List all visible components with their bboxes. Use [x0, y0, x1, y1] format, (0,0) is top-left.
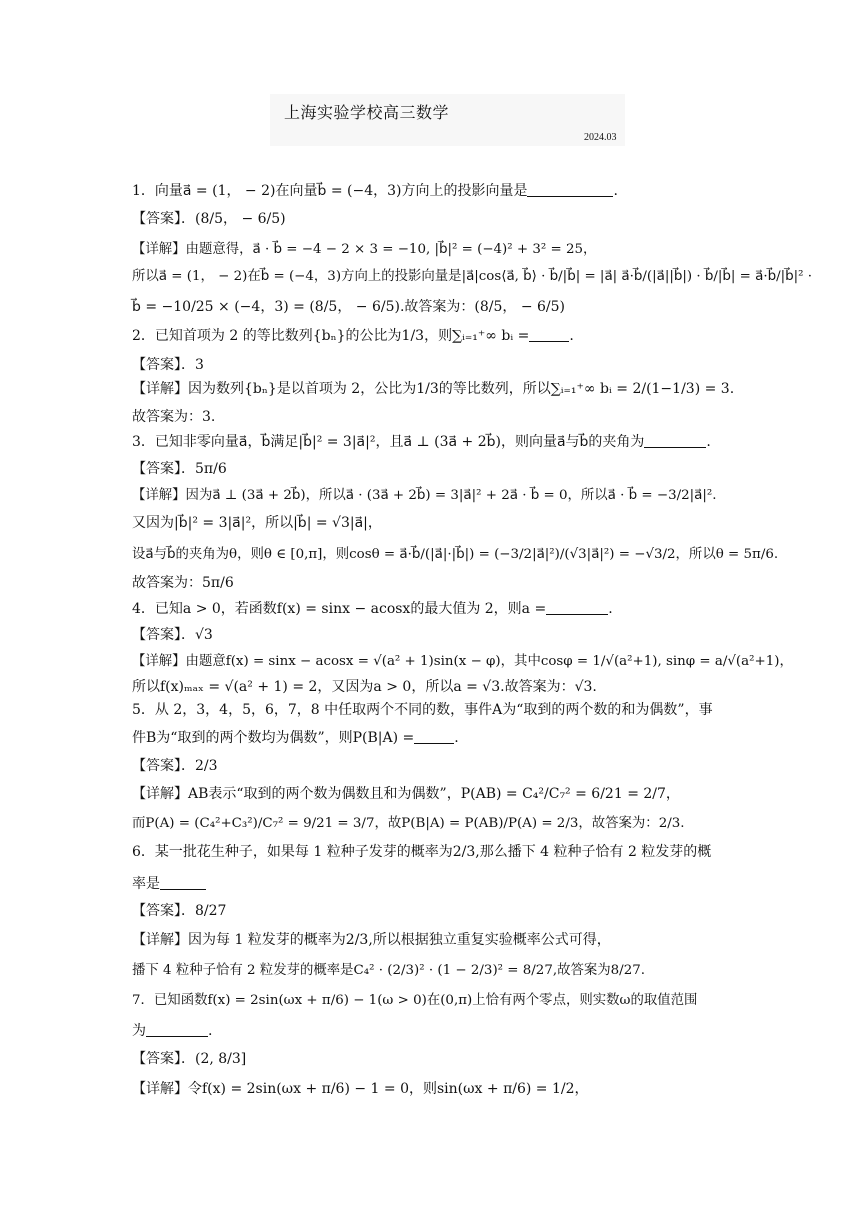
line-text: 故答案为：3. — [132, 409, 216, 425]
line-text: 【详解】由题意得，a⃗ · b⃗ = −4 − 2 × 3 = −10, |b⃗|² = (−4)² + 3² = 25， — [132, 242, 597, 257]
line-text: 所以a⃗ = (1， − 2)在b⃗ = (−4，3)方向上的投影向量是|a⃗|cos⟨a⃗, b⃗⟩ · b⃗/|b⃗| = |a⃗| a⃗·b⃗/(|a⃗||b⃗|) · b⃗/|b⃗| = a⃗·b⃗/|b⃗|² · — [132, 269, 813, 284]
line-tail: . — [569, 328, 574, 344]
line-text: 【答案】．8/27 — [132, 903, 227, 919]
line-text: 【详解】由题意f(x) = sinx − acosx = √(a² + 1)sin(x − φ)，其中cosφ = 1/√(a²+1), sinφ = a/√(a²+1)， — [132, 654, 793, 669]
line-text: 2．已知首项为 2 的等比数列{bₙ}的公比为1/3，则∑ᵢ₌₁⁺∞ bᵢ = — [132, 328, 530, 344]
text-line — [132, 546, 779, 564]
line-text: 所以f(x)ₘₐₓ = √(a² + 1) = 2，又因为a > 0，所以a = √3.故答案为：√3. — [132, 679, 597, 695]
answer-blank — [546, 600, 608, 615]
text-line — [132, 992, 732, 1010]
line-text: 而P(A) = (C₄²+C₃²)/C₇² = 9/21 = 3/7，故P(B|A) = P(AB)/P(A) = 2/3，故答案为：2/3. — [132, 816, 685, 831]
text-line — [132, 701, 732, 719]
line-text: 5．从 2，3，4，5，6，7，8 中任取两个不同的数，事件A为“取到的两个数的和为偶数”，事 — [132, 702, 713, 718]
line-text: 【答案】．(2, 8/3] — [132, 1051, 247, 1067]
line-text: 【详解】AB表示“取到的两个数为偶数且和为偶数”，P(AB) = C₄²/C₇² = 6/21 = 2/7， — [132, 786, 680, 802]
line-text: 又因为|b⃗|² = 3|a⃗|²，所以|b⃗| = √3|a⃗|， — [132, 515, 382, 531]
answer-blank — [529, 327, 569, 342]
line-text: 设a⃗与b⃗的夹角为θ，则θ ∈ [0,π]，则cosθ = a⃗·b⃗/(|a⃗|·|b⃗|) = (−3/2|a⃗|²)/(√3|a⃗|²) = −√3/2，所以θ = 5π/6. — [132, 547, 779, 562]
line-text: 【答案】．(8/5， − 6/5) — [132, 211, 286, 227]
line-text: 【详解】因为每 1 粒发芽的概率为2/3,所以根据独立重复实验概率公式可得， — [132, 932, 611, 948]
line-text: 【答案】．3 — [132, 357, 204, 373]
text-line — [132, 433, 732, 451]
text-line — [132, 1050, 732, 1068]
text-line — [132, 574, 732, 592]
line-text: 【答案】．2/3 — [132, 758, 218, 774]
text-line — [132, 241, 732, 259]
line-tail: . — [706, 434, 711, 450]
line-text: 率是 — [132, 876, 160, 892]
text-line — [132, 785, 732, 803]
text-line — [132, 931, 732, 949]
text-line — [132, 182, 732, 200]
text-line — [132, 757, 732, 775]
line-text: 1．向量a⃗ = (1， − 2)在向量b⃗ = (−4，3)方向上的投影向量是 — [132, 183, 528, 199]
text-line — [132, 729, 732, 747]
text-line — [132, 678, 732, 696]
line-text: 为 — [132, 1023, 146, 1039]
line-tail: . — [208, 1023, 213, 1039]
text-line — [132, 298, 732, 316]
text-line — [132, 962, 732, 980]
text-line — [132, 408, 732, 426]
text-line — [132, 327, 732, 345]
line-text: 【详解】因为a⃗ ⊥ (3a⃗ + 2b⃗)，所以a⃗ · (3a⃗ + 2b⃗) = 3|a⃗|² + 2a⃗ · b⃗ = 0，所以a⃗ · b⃗ = −3/2|a⃗|². — [132, 488, 717, 503]
text-line — [132, 380, 735, 398]
line-text: 【详解】因为数列{bₙ}是以首项为 2，公比为1/3的等比数列，所以∑ᵢ₌₁⁺∞ bᵢ = 2/(1−1/3) = 3. — [132, 381, 735, 397]
answer-blank — [414, 729, 454, 744]
text-line — [132, 626, 732, 644]
answer-blank — [527, 182, 613, 197]
text-line — [132, 1022, 732, 1040]
line-text: 播下 4 粒种子恰有 2 粒发芽的概率是C₄² · (2/3)² · (1 − 2/3)² = 8/27,故答案为8/27. — [132, 963, 645, 978]
text-line — [132, 1080, 732, 1098]
line-text: 3．已知非零向量a⃗，b⃗满足|b⃗|² = 3|a⃗|²，且a⃗ ⊥ (3a⃗ + 2b⃗)，则向量a⃗与b⃗的夹角为 — [132, 434, 645, 450]
text-line — [132, 902, 732, 920]
answer-blank — [146, 1022, 208, 1037]
line-text: 4．已知a > 0，若函数f(x) = sinx − acosx的最大值为 2，则a = — [132, 601, 547, 617]
line-text: 【详解】令f(x) = 2sin(ωx + π/6) − 1 = 0，则sin(ωx + π/6) = 1/2， — [132, 1081, 589, 1097]
answer-blank — [160, 875, 206, 890]
text-line — [132, 210, 732, 228]
line-tail: . — [454, 730, 459, 746]
line-text: 7．已知函数f(x) = 2sin(ωx + π/6) − 1(ω > 0)在(0,π)上恰有两个零点，则实数ω的取值范围 — [132, 993, 698, 1008]
text-line — [132, 268, 813, 286]
line-text: 故答案为：5π/6 — [132, 575, 234, 591]
line-text: b⃗ = −10/25 × (−4，3) = (8/5， − 6/5).故答案为：(8/5， − 6/5) — [132, 299, 566, 315]
line-text: 6．某一批花生种子，如果每 1 粒种子发芽的概率为2/3,那么播下 4 粒种子恰有 2 粒发芽的概 — [132, 844, 712, 860]
text-line — [132, 460, 732, 478]
document-title: 上海实验学校高三数学 — [284, 103, 450, 122]
line-text: 【答案】．√3 — [132, 627, 213, 643]
text-line — [132, 653, 793, 671]
line-text: 件B为“取到的两个数均为偶数”，则P(B|A) = — [132, 730, 415, 746]
text-line — [132, 875, 732, 893]
text-line — [132, 487, 732, 505]
document-date: 2024.03 — [584, 132, 617, 143]
line-tail: . — [608, 601, 613, 617]
text-line — [132, 815, 732, 833]
text-line — [132, 356, 732, 374]
line-tail: . — [613, 183, 618, 199]
text-line — [132, 514, 732, 532]
line-text: 【答案】．5π/6 — [132, 461, 227, 477]
answer-blank — [644, 433, 706, 448]
text-line — [132, 600, 732, 618]
text-line — [132, 843, 732, 861]
